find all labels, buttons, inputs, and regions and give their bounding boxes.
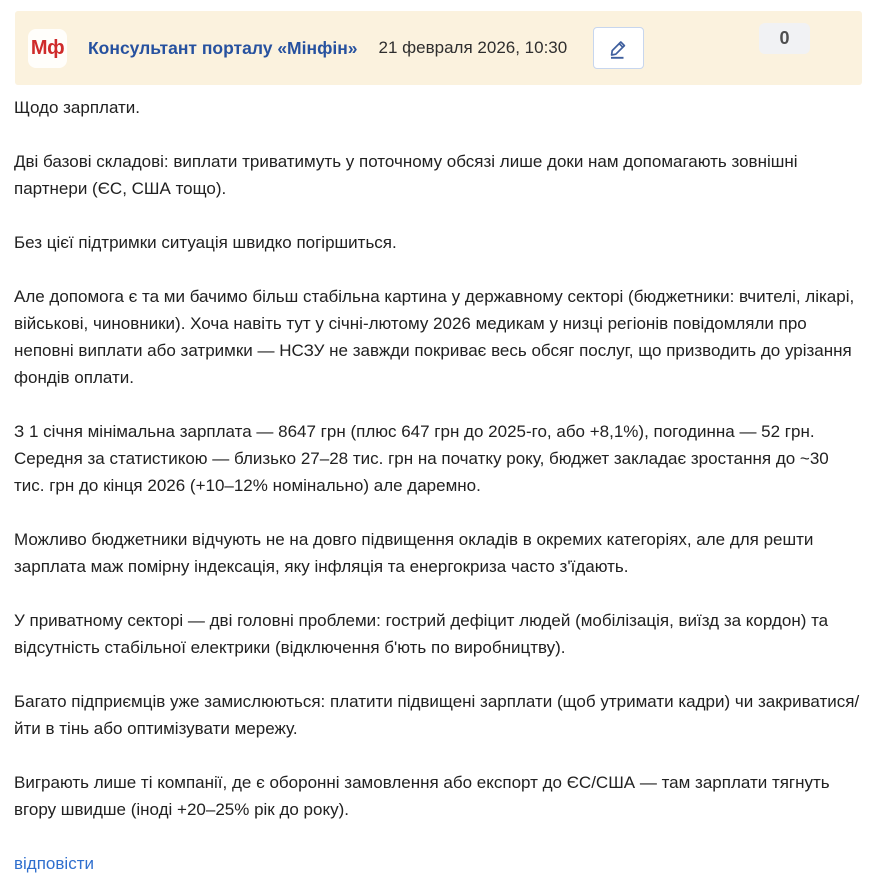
comment-text [14, 94, 860, 823]
comment-date: 21 февраля 2026, 10:30 [378, 38, 568, 57]
pencil-icon [606, 36, 631, 61]
reply-link[interactable]: відповісти [14, 854, 94, 873]
edit-button[interactable] [593, 27, 644, 69]
author-link[interactable]: Консультант порталу «Мінфін» [88, 37, 358, 58]
comment-paragraph: З 1 січня мінімальна зарплата — 8647 грн (плюс 647 грн до 2025-го, або +8,1%), погодинна — 52 грн. Середня за статистикою — близько 27–28 тис. грн на початку року, бюджет закладає зростання до ~30 тис. грн до кінця 2026 (+10–12% номінально) але даремно. [14, 422, 829, 495]
avatar[interactable] [28, 29, 67, 68]
minfin-logo-icon: Мф [30, 36, 65, 59]
comment-body [14, 85, 860, 877]
comment-paragraph: Дві базові складові: виплати триватимуть у поточному обсязі лише доки нам допомагають зовнішні партнери (ЄС, США тощо). [14, 152, 798, 198]
vote-counter-badge[interactable]: 0 [759, 23, 810, 54]
comment-paragraph: Багато підприємців уже замислюються: платити підвищені зарплати (щоб утримати кадри) чи закриватися/йти в тінь або оптимізувати мережу. [14, 692, 860, 738]
comment-paragraph: У приватному секторі — дві головні проблеми: гострий дефіцит людей (мобілізація, виїзд за кордон) та відсутність стабільної електрики (відключення б'ють по виробництву). [14, 611, 829, 657]
comment-header [15, 11, 862, 85]
comment-paragraph: Без цієї підтримки ситуація швидко погіршиться. [14, 233, 397, 252]
comment-paragraph: Виграють лише ті компанії, де є оборонні замовлення або експорт до ЄС/США — там зарплати тягнуть вгору швидше (іноді +20–25% рік до року). [14, 773, 830, 819]
comment-paragraph: Можливо бюджетники відчують не на довго підвищення окладів в окремих категоріях, але для решти зарплата маж помірну індексація, яку інфляція та енергокриза часто з'їдають. [14, 530, 814, 576]
comment-paragraph: Але допомога є та ми бачимо більш стабільна картина у державному секторі (бюджетники: вчителі, лікарі, військові, чиновники). Хоча навіть тут у січні-лютому 2026 медикам у низці регіонів повідомляли про неповні виплати або затримки — НСЗУ не завжди покриває весь обсяг послуг, що призводить до урізання фондів оплати. [14, 287, 855, 387]
comment-paragraph: Щодо зарплати. [14, 98, 141, 117]
